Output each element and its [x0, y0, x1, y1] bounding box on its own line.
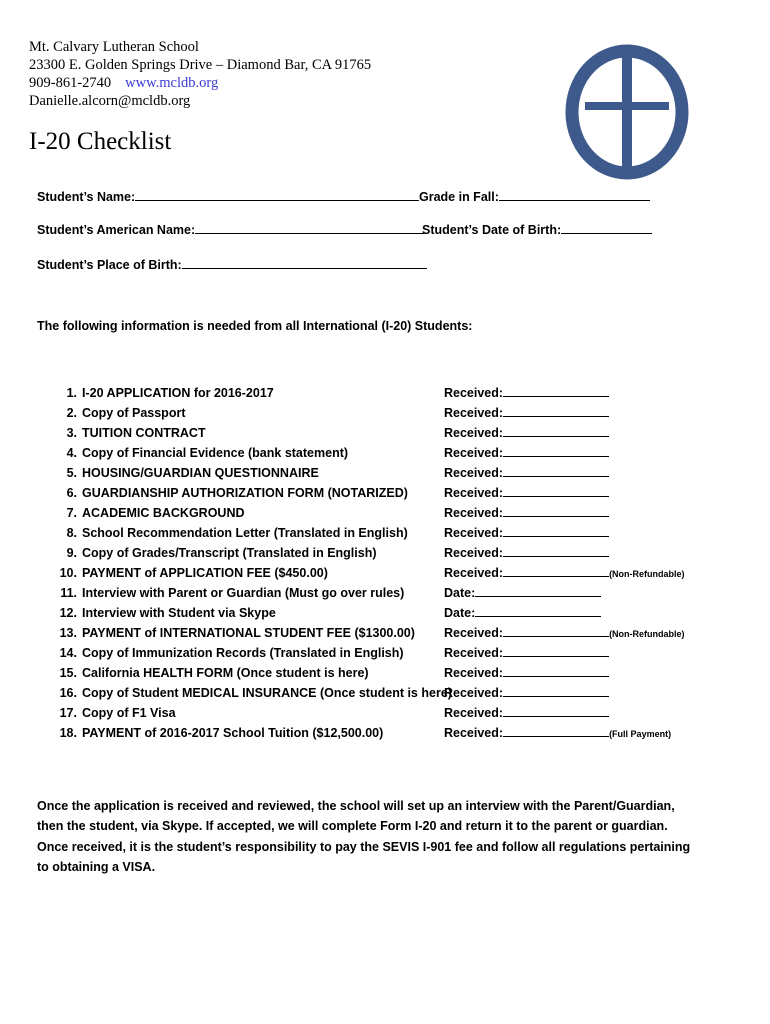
checklist-item-status-label: Date:	[444, 606, 476, 620]
checklist-item-label: Interview with Student via Skype	[82, 606, 276, 620]
checklist-item-number: 15.	[59, 666, 77, 680]
checklist-item-status-field[interactable]	[444, 383, 609, 403]
checklist-item-label: Copy of Financial Evidence (bank statement)	[82, 446, 349, 460]
school-contact-line	[29, 74, 371, 92]
checklist-item-label: Copy of Grades/Transcript (Translated in English)	[82, 546, 377, 560]
checklist-item-status-field[interactable]	[444, 403, 609, 423]
checklist-item-label: HOUSING/GUARDIAN QUESTIONNAIRE	[82, 466, 319, 480]
checklist-item-status-label: Received:	[444, 466, 504, 480]
checklist-item	[53, 523, 753, 543]
checklist-item-number: 3.	[66, 426, 77, 440]
checklist-item	[53, 603, 753, 623]
checklist-item-number: 9.	[66, 546, 77, 560]
grade-field[interactable]	[419, 187, 650, 204]
checklist-item-status-label: Received:	[444, 726, 504, 740]
checklist-item-number: 8.	[66, 526, 77, 540]
checklist-item	[53, 383, 753, 403]
checklist-item-number: 13.	[59, 626, 77, 640]
checklist-item-status-field[interactable]	[444, 583, 601, 603]
checklist-item-number: 11.	[60, 586, 77, 600]
checklist-item-label: GUARDIANSHIP AUTHORIZATION FORM (NOTARIZED)	[82, 486, 408, 500]
checklist-item-number: 4.	[66, 446, 77, 460]
checklist-item-label: California HEALTH FORM (Once student is here)	[82, 666, 369, 680]
checklist-item-label: Copy of F1 Visa	[82, 706, 176, 720]
checklist-item-label: Copy of Student MEDICAL INSURANCE (Once student is here)	[82, 686, 452, 700]
checklist-item	[53, 483, 753, 503]
school-name: Mt. Calvary Lutheran School	[29, 39, 199, 55]
checklist-item-label: PAYMENT of 2016-2017 School Tuition ($12,500.00)	[82, 726, 384, 740]
checklist-item-label: Interview with Parent or Guardian (Must go over rules)	[82, 586, 405, 600]
intro-text: The following information is needed from all International (I-20) Students:	[37, 319, 473, 333]
checklist-item-number: 14.	[59, 646, 77, 660]
checklist-item-status-label: Received:	[444, 386, 504, 400]
checklist-item-status-field[interactable]	[444, 463, 609, 483]
checklist-item-status-field[interactable]	[444, 603, 601, 623]
school-website-link[interactable]: www.mcldb.org	[125, 75, 219, 91]
checklist-item-note: (Non-Refundable)	[609, 629, 685, 639]
checklist-item-status-field[interactable]	[444, 643, 609, 663]
checklist-item-number: 1.	[66, 386, 77, 400]
checklist-item	[53, 543, 753, 563]
checklist-item-number: 2.	[66, 406, 77, 420]
checklist-item-status-label: Received:	[444, 666, 504, 680]
school-address: 23300 E. Golden Springs Drive – Diamond Bar, CA 91765	[29, 57, 372, 73]
checklist-item	[53, 443, 753, 463]
checklist-item-label: ACADEMIC BACKGROUND	[82, 506, 245, 520]
page-title: I-20 Checklist	[29, 128, 172, 155]
checklist-item-label: School Recommendation Letter (Translated in English)	[82, 526, 408, 540]
checklist-item-status-field[interactable]	[444, 523, 609, 543]
checklist-item	[53, 403, 753, 423]
american-name-field[interactable]	[37, 220, 424, 237]
checklist-item-status-field[interactable]	[444, 623, 685, 644]
checklist-item-status-label: Received:	[444, 546, 504, 560]
school-phone: 909-861-2740	[29, 75, 112, 91]
checklist-item-status-label: Received:	[444, 706, 504, 720]
checklist-item-label: I-20 APPLICATION for 2016-2017	[82, 386, 274, 400]
checklist-item-label: PAYMENT of APPLICATION FEE ($450.00)	[82, 566, 328, 580]
checklist-item-status-field[interactable]	[444, 683, 609, 703]
place-of-birth-label: Student’s Place of Birth:	[37, 258, 182, 272]
checklist	[53, 383, 753, 743]
footer-paragraph: Once the application is received and reviewed, the school will set up an interview with the Parent/Guardian, then the student, via Skype. If accepted, we will complete Form I-20 and return it to the parent or guardian. Once received, it is the student’s responsibility to pay the SEVIS I-901 fee and follow all regulations pertaining to obtaining a VISA.	[37, 799, 691, 874]
checklist-item	[53, 663, 753, 683]
checklist-item-status-field[interactable]	[444, 543, 609, 563]
checklist-item-number: 17.	[59, 706, 77, 720]
checklist-item	[53, 623, 753, 643]
checklist-item-number: 10.	[59, 566, 77, 580]
school-email: Danielle.alcorn@mcldb.org	[29, 93, 191, 109]
date-of-birth-label: Student’s Date of Birth:	[422, 223, 562, 237]
checklist-item	[53, 583, 753, 603]
checklist-item-status-label: Received:	[444, 486, 504, 500]
checklist-item-status-field[interactable]	[444, 663, 609, 683]
checklist-item-label: TUITION CONTRACT	[82, 426, 206, 440]
checklist-item-status-label: Received:	[444, 526, 504, 540]
checklist-item-label: Copy of Passport	[82, 406, 186, 420]
grade-label: Grade in Fall:	[419, 190, 499, 204]
checklist-item-note: (Non-Refundable)	[609, 569, 685, 579]
checklist-item-status-label: Date:	[444, 586, 476, 600]
checklist-item	[53, 463, 753, 483]
checklist-item-status-label: Received:	[444, 446, 504, 460]
date-of-birth-field[interactable]	[422, 220, 652, 237]
checklist-item-number: 12.	[59, 606, 77, 620]
place-of-birth-field[interactable]	[37, 255, 427, 272]
checklist-item-status-label: Received:	[444, 646, 504, 660]
checklist-item-number: 18.	[59, 726, 77, 740]
checklist-item	[53, 423, 753, 443]
checklist-item-status-label: Received:	[444, 626, 504, 640]
checklist-item-number: 7.	[66, 506, 77, 520]
checklist-item-status-field[interactable]	[444, 703, 609, 723]
checklist-item-status-field[interactable]	[444, 423, 609, 443]
american-name-label: Student’s American Name:	[37, 223, 196, 237]
checklist-item-number: 16.	[59, 686, 77, 700]
checklist-item-note: (Full Payment)	[609, 729, 672, 739]
checklist-item	[53, 503, 753, 523]
checklist-item-status-field[interactable]	[444, 563, 685, 584]
checklist-item-label: PAYMENT of INTERNATIONAL STUDENT FEE ($1300.00)	[82, 626, 415, 640]
checklist-item-label: Copy of Immunization Records (Translated in English)	[82, 646, 404, 660]
checklist-item-status-label: Received:	[444, 406, 504, 420]
checklist-item	[53, 703, 753, 723]
checklist-item-status-field[interactable]	[444, 483, 609, 503]
checklist-item-status-label: Received:	[444, 686, 504, 700]
checklist-item	[53, 563, 753, 583]
checklist-item	[53, 683, 753, 703]
checklist-item-number: 6.	[66, 486, 77, 500]
checklist-item-status-field[interactable]	[444, 723, 671, 744]
checklist-item-status-label: Received:	[444, 426, 504, 440]
school-header	[29, 38, 371, 110]
student-name-field[interactable]	[37, 187, 419, 204]
checklist-item-number: 5.	[66, 466, 77, 480]
checklist-item	[53, 723, 753, 743]
checklist-item-status-label: Received:	[444, 566, 504, 580]
checklist-item-status-field[interactable]	[444, 503, 609, 523]
checklist-item-status-label: Received:	[444, 506, 504, 520]
checklist-item	[53, 643, 753, 663]
school-logo	[563, 42, 693, 182]
checklist-item-status-field[interactable]	[444, 443, 609, 463]
student-name-label: Student’s Name:	[37, 190, 136, 204]
